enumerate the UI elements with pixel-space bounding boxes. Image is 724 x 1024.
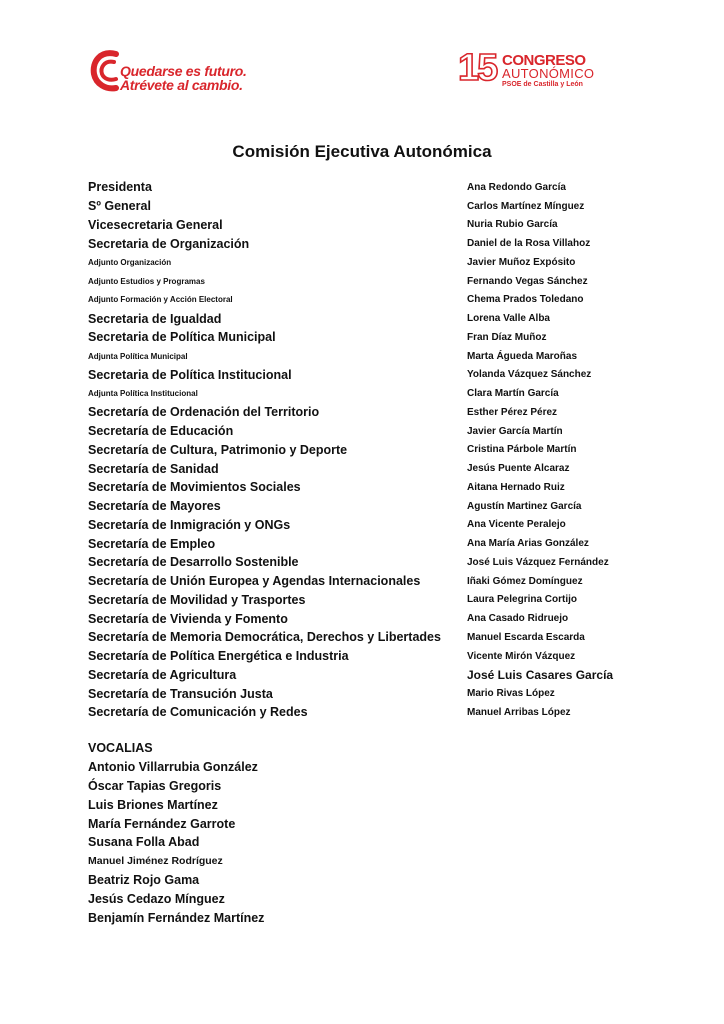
congress-type: AUTONÓMICO: [502, 66, 595, 81]
member-name: Mario Rivas López: [467, 688, 555, 700]
page-header: [0, 0, 724, 110]
role-politica-energetica: Secretaría de Política Energética e Industria: [88, 649, 349, 664]
role-cultura: Secretaría de Cultura, Patrimonio y Deporte: [88, 442, 348, 457]
member-name: Jesús Puente Alcaraz: [467, 463, 570, 475]
role-igualdad: Secretaria de Igualdad: [88, 311, 222, 326]
member-name: Agustín Martinez García: [467, 500, 582, 512]
member-name: Lorena Valle Alba: [467, 313, 550, 325]
member-name: Yolanda Vázquez Sánchez: [467, 369, 592, 381]
role-agricultura: Secretaría de Agricultura: [88, 667, 237, 682]
member-name: Fernando Vegas Sánchez: [467, 275, 588, 287]
vocal-member: Beatriz Rojo Gama: [88, 872, 200, 887]
member-name: José Luis Vázquez Fernández: [467, 556, 609, 568]
role-movilidad: Secretaría de Movilidad y Trasportes: [88, 592, 306, 607]
role-transicion-justa: Secretaría de Transución Justa: [88, 686, 273, 701]
member-name: Esther Pérez Pérez: [467, 406, 558, 418]
member-name: Iñaki Gómez Domínguez: [467, 575, 583, 587]
vocal-member: Antonio Villarrubia González: [88, 760, 258, 775]
roles-column: [88, 178, 458, 722]
role-politica-municipal: Secretaria de Política Municipal: [88, 330, 276, 345]
member-name: Carlos Martínez Mínguez: [467, 200, 585, 212]
vocalias-heading: VOCALIAS: [88, 741, 153, 756]
member-name: Aitana Hernado Ruiz: [467, 481, 565, 493]
member-name: Vicente Mirón Vázquez: [467, 650, 576, 662]
member-name: Cristina Párbole Martín: [467, 444, 577, 456]
slogan-line-2: Atrévete al cambio.: [120, 77, 243, 93]
congress-number: 15: [458, 47, 497, 89]
role-politica-institucional: Secretaria de Política Institucional: [88, 367, 292, 382]
role-organizacion: Secretaria de Organización: [88, 236, 250, 251]
role-union-europea: Secretaría de Unión Europea y Agendas Internacionales: [88, 574, 421, 589]
role-inmigracion: Secretaría de Inmigración y ONGs: [88, 517, 291, 532]
document-title: Comisión Ejecutiva Autonómica: [232, 142, 492, 161]
vocal-member: Manuel Jiménez Rodríguez: [88, 855, 223, 868]
role-educacion: Secretaría de Educación: [88, 424, 234, 439]
role-adjunto-estudios: Adjunto Estudios y Programas: [88, 276, 205, 286]
slogan-line-1: Quedarse es futuro.: [120, 63, 247, 79]
member-name: Daniel de la Rosa Villahoz: [467, 238, 591, 250]
slogan-logo: [90, 44, 280, 96]
role-adjunto-formacion: Adjunto Formación y Acción Electoral: [88, 295, 233, 305]
member-name: Javier García Martín: [467, 425, 563, 437]
role-vivienda: Secretaría de Vivienda y Fomento: [88, 611, 288, 626]
role-adjunta-politica-institucional: Adjunta Política Institucional: [88, 389, 198, 399]
member-name: Manuel Escarda Escarda: [467, 631, 585, 643]
vocal-member: María Fernández Garrote: [88, 816, 236, 831]
member-name: Clara Martín García: [467, 388, 559, 400]
role-comunicacion: Secretaría de Comunicación y Redes: [88, 705, 308, 720]
role-desarrollo-sostenible: Secretaría de Desarrollo Sostenible: [88, 555, 299, 570]
vocal-member: Luis Briones Martínez: [88, 797, 218, 812]
vocal-member: Óscar Tapias Gregoris: [88, 778, 222, 793]
member-name: Marta Águeda Maroñas: [467, 350, 578, 362]
vocal-member: Susana Folla Abad: [88, 835, 200, 850]
vocalias-section: [88, 739, 488, 927]
member-name: José Luis Casares García: [467, 667, 614, 682]
member-name: Ana Vicente Peralejo: [467, 519, 566, 531]
member-name: Ana Redondo García: [467, 181, 566, 193]
role-ordenacion-territorio: Secretaría de Ordenación del Territorio: [88, 405, 320, 420]
member-name: Nuria Rubio García: [467, 219, 558, 231]
slogan-text: [120, 64, 247, 92]
member-name: Javier Muñoz Expósito: [467, 256, 576, 268]
congress-organization: PSOE de Castilla y León: [502, 81, 583, 88]
rose-swirl-icon: [90, 48, 120, 92]
role-empleo: Secretaría de Empleo: [88, 536, 216, 551]
role-movimientos-sociales: Secretaría de Movimientos Sociales: [88, 480, 301, 495]
role-secretario-general: Sº General: [88, 199, 151, 214]
role-mayores: Secretaría de Mayores: [88, 499, 221, 514]
role-memoria-democratica: Secretaría de Memoria Democrática, Derechos y Libertades: [88, 630, 441, 645]
congress-logo: [458, 47, 618, 94]
role-presidenta: Presidenta: [88, 180, 152, 195]
congress-label: CONGRESO: [502, 52, 586, 69]
names-column: [467, 178, 717, 722]
member-name: Manuel Arribas López: [467, 706, 571, 718]
member-name: Ana Casado Ridruejo: [467, 613, 569, 625]
vocal-member: Jesús Cedazo Mínguez: [88, 891, 225, 906]
member-name: Chema Prados Toledano: [467, 294, 584, 306]
vocal-member: Benjamín Fernández Martínez: [88, 910, 265, 925]
member-name: Ana María Arias González: [467, 538, 589, 550]
role-sanidad: Secretaría de Sanidad: [88, 461, 219, 476]
role-vicesecretaria: Vicesecretaria General: [88, 217, 223, 232]
role-adjunta-politica-municipal: Adjunta Política Municipal: [88, 351, 188, 361]
member-name: Laura Pelegrina Cortijo: [467, 594, 578, 606]
role-adjunto-organizacion: Adjunto Organización: [88, 257, 172, 267]
member-name: Fran Díaz Muñoz: [467, 331, 547, 343]
